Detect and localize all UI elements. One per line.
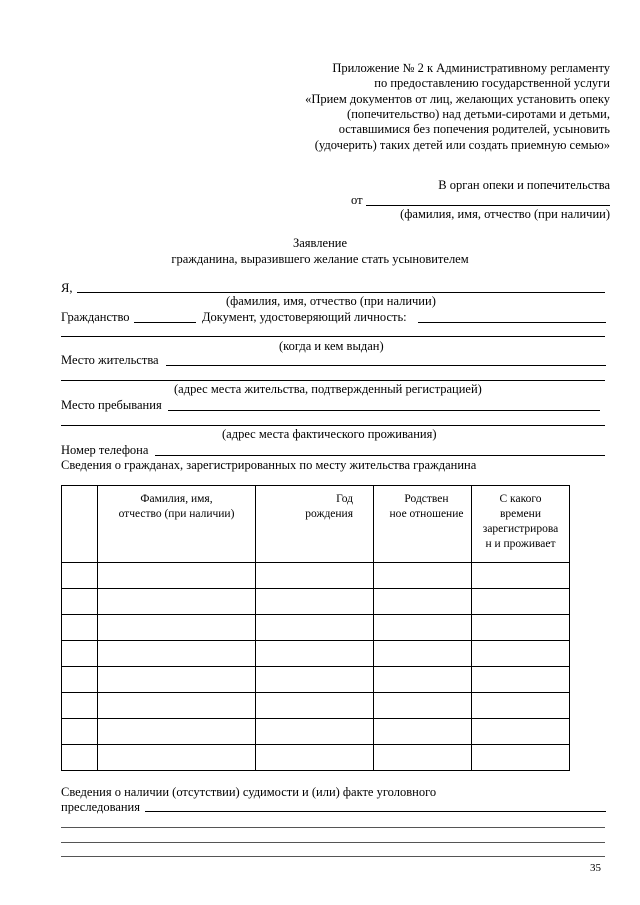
table-cell[interactable] bbox=[256, 563, 374, 589]
fio-line[interactable] bbox=[77, 292, 605, 293]
addressee-from-line[interactable] bbox=[366, 205, 610, 206]
appendix-line-5: оставшимися без попечения родителей, усыновить bbox=[338, 122, 610, 136]
table-cell[interactable] bbox=[472, 667, 570, 693]
table-header-relation bbox=[374, 486, 472, 563]
document-line-2[interactable] bbox=[61, 336, 605, 337]
i-label: Я, bbox=[61, 281, 73, 295]
criminal-line[interactable] bbox=[145, 811, 606, 812]
table-row bbox=[62, 693, 570, 719]
table-cell[interactable] bbox=[62, 589, 98, 615]
table-row bbox=[62, 667, 570, 693]
table-cell[interactable] bbox=[374, 589, 472, 615]
table-header-relation-text: Родствен ное отношение bbox=[389, 493, 464, 520]
table-cell[interactable] bbox=[98, 563, 256, 589]
table-cell[interactable] bbox=[62, 615, 98, 641]
table-row bbox=[62, 563, 570, 589]
table-cell[interactable] bbox=[98, 693, 256, 719]
registered-persons-table bbox=[61, 485, 570, 771]
table-cell[interactable] bbox=[62, 641, 98, 667]
table-cell[interactable] bbox=[98, 641, 256, 667]
table-cell[interactable] bbox=[256, 641, 374, 667]
table-cell[interactable] bbox=[472, 589, 570, 615]
table-cell[interactable] bbox=[98, 719, 256, 745]
document-label: Документ, удостоверяющий личность: bbox=[202, 310, 407, 324]
table-cell[interactable] bbox=[374, 719, 472, 745]
stay-line[interactable] bbox=[168, 410, 600, 411]
phone-line[interactable] bbox=[155, 455, 605, 456]
table-cell[interactable] bbox=[374, 641, 472, 667]
appendix-line-1: Приложение № 2 к Административному регламенту bbox=[332, 61, 610, 75]
citizenship-label: Гражданство bbox=[61, 310, 130, 324]
table-cell[interactable] bbox=[374, 563, 472, 589]
table-cell[interactable] bbox=[374, 667, 472, 693]
criminal-line-1: Сведения о наличии (отсутствии) судимости и (или) факте уголовного bbox=[61, 785, 437, 799]
addressee-hint: (фамилия, имя, отчество (при наличии) bbox=[400, 207, 610, 221]
appendix-line-2: по предоставлению государственной услуги bbox=[374, 76, 610, 90]
table-header-registered-since bbox=[472, 486, 570, 563]
residence-label: Место жительства bbox=[61, 353, 159, 367]
table-cell[interactable] bbox=[98, 667, 256, 693]
table-cell[interactable] bbox=[98, 615, 256, 641]
appendix-line-4: (попечительство) над детьми-сиротами и детьми, bbox=[347, 107, 610, 121]
table-cell[interactable] bbox=[62, 745, 98, 771]
table-cell[interactable] bbox=[374, 615, 472, 641]
criminal-line-2: преследования bbox=[61, 800, 140, 814]
table-cell[interactable] bbox=[472, 563, 570, 589]
table-cell[interactable] bbox=[374, 745, 472, 771]
fio-hint: (фамилия, имя, отчество (при наличии) bbox=[226, 294, 436, 308]
table-cell[interactable] bbox=[98, 745, 256, 771]
stay-label: Место пребывания bbox=[61, 398, 162, 412]
table-cell[interactable] bbox=[256, 693, 374, 719]
phone-label: Номер телефона bbox=[61, 443, 149, 457]
table-row bbox=[62, 641, 570, 667]
table-cell[interactable] bbox=[256, 615, 374, 641]
registered-label: Сведения о гражданах, зарегистрированных по месту жительства гражданина bbox=[61, 458, 477, 472]
residence-line[interactable] bbox=[166, 365, 606, 366]
table-header-registered-since-text: С какого времени зарегистрирова н и проживает bbox=[482, 493, 559, 550]
table-cell[interactable] bbox=[256, 589, 374, 615]
table-cell[interactable] bbox=[62, 719, 98, 745]
table-cell[interactable] bbox=[256, 667, 374, 693]
criminal-line-4-blank[interactable] bbox=[61, 856, 605, 857]
appendix-line-6: (удочерить) таких детей или создать приемную семью» bbox=[314, 138, 610, 152]
table-cell[interactable] bbox=[256, 719, 374, 745]
appendix-line-3: «Прием документов от лиц, желающих установить опеку bbox=[305, 92, 610, 106]
stay-line-2[interactable] bbox=[61, 425, 605, 426]
table-row bbox=[62, 745, 570, 771]
document-subtitle: гражданина, выразившего желание стать усыновителем bbox=[171, 252, 469, 266]
criminal-line-2-blank[interactable] bbox=[61, 827, 605, 828]
issued-hint: (когда и кем выдан) bbox=[279, 339, 384, 353]
table-cell[interactable] bbox=[472, 719, 570, 745]
criminal-line-3-blank[interactable] bbox=[61, 842, 605, 843]
table-header-fio-text: Фамилия, имя, отчество (при наличии) bbox=[118, 493, 235, 520]
document-line[interactable] bbox=[418, 322, 606, 323]
table-row bbox=[62, 719, 570, 745]
document-title: Заявление bbox=[292, 236, 347, 250]
table-header-fio bbox=[98, 486, 256, 563]
table-cell[interactable] bbox=[62, 693, 98, 719]
table-cell[interactable] bbox=[62, 667, 98, 693]
table-header-number bbox=[62, 486, 98, 563]
addressee-from-label: от bbox=[351, 193, 363, 207]
table-header-birth-year-text: Год рождения bbox=[305, 493, 353, 520]
page-number: 35 bbox=[590, 862, 601, 874]
table-row bbox=[62, 615, 570, 641]
table-cell[interactable] bbox=[472, 693, 570, 719]
stay-hint: (адрес места фактического проживания) bbox=[222, 427, 437, 441]
table-cell[interactable] bbox=[374, 693, 472, 719]
table-cell[interactable] bbox=[472, 641, 570, 667]
table-row bbox=[62, 589, 570, 615]
table-header-row bbox=[62, 486, 570, 563]
table-cell[interactable] bbox=[472, 745, 570, 771]
table-header-birth-year bbox=[256, 486, 374, 563]
table-cell[interactable] bbox=[256, 745, 374, 771]
table-cell[interactable] bbox=[472, 615, 570, 641]
addressee-to: В орган опеки и попечительства bbox=[438, 178, 610, 192]
residence-hint: (адрес места жительства, подтвержденный регистрацией) bbox=[174, 382, 482, 396]
table-cell[interactable] bbox=[98, 589, 256, 615]
residence-line-2[interactable] bbox=[61, 380, 605, 381]
citizenship-line[interactable] bbox=[134, 322, 196, 323]
table-cell[interactable] bbox=[62, 563, 98, 589]
table-body bbox=[62, 563, 570, 771]
